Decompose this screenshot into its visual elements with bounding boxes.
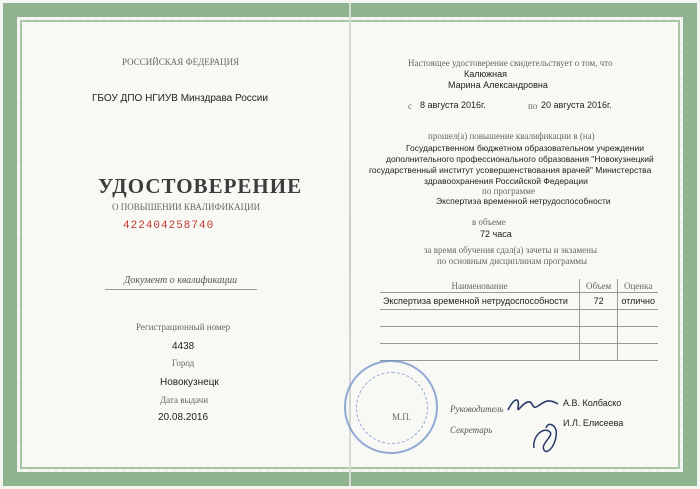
- secretary-name: И.Л. Елисеева: [563, 418, 624, 428]
- to-date: 20 августа 2016г.: [541, 100, 612, 110]
- secretary-signature: [526, 418, 566, 458]
- stamp-label: М.П.: [392, 412, 412, 422]
- from-label: с: [408, 101, 412, 111]
- country-label: РОССИЙСКАЯ ФЕДЕРАЦИЯ: [122, 57, 240, 67]
- subject-hours: 72: [579, 293, 617, 310]
- city-label: Город: [172, 358, 195, 368]
- exam-line-1: за время обучения сдал(а) зачеты и экзамены: [424, 245, 598, 255]
- head-label: Руководитель: [450, 404, 504, 414]
- holder-surname: Калюжная: [464, 69, 508, 79]
- document-title: УДОСТОВЕРЕНИЕ: [98, 174, 303, 198]
- institution-line-2: дополнительного профессионального образования "Новокузнецкий: [386, 154, 654, 164]
- holder-name: Марина Александровна: [448, 80, 548, 90]
- underline: [105, 289, 257, 290]
- registration-number: 4438: [172, 341, 195, 352]
- head-name: А.В. Колбаско: [563, 398, 622, 408]
- program-name: Экспертиза временной нетрудоспособности: [436, 196, 611, 206]
- subject-grade: отлично: [618, 293, 658, 310]
- volume-label: в объеме: [472, 217, 506, 227]
- registration-label: Регистрационный номер: [136, 322, 231, 332]
- issue-date: 20.08.2016: [158, 412, 209, 423]
- institution-line-3: государственный институт усовершенствования врачей" Министерства: [369, 165, 652, 175]
- head-signature: [504, 392, 564, 418]
- document-type: Документ о квалификации: [124, 275, 238, 286]
- header-name: Наименование: [380, 279, 579, 293]
- header-volume: Объем: [579, 279, 617, 293]
- document-subtitle: О ПОВЫШЕНИИ КВАЛИФИКАЦИИ: [112, 202, 261, 212]
- table-row: [380, 310, 658, 327]
- subjects-table: [380, 279, 658, 361]
- from-date: 8 августа 2016г.: [420, 100, 486, 110]
- hours-value: 72 часа: [480, 229, 512, 239]
- intro-text: Настоящее удостоверение свидетельствует о том, что: [408, 58, 613, 68]
- program-label: по программе: [482, 186, 535, 196]
- table-row: [380, 344, 658, 361]
- seal-stamp: [344, 360, 438, 454]
- institution-line-4: здравоохранения Российской Федерации: [424, 176, 588, 186]
- serial-number: 422404258740: [123, 220, 215, 232]
- organization-name: ГБОУ ДПО НГИУВ Минздрава России: [92, 93, 268, 104]
- issue-date-label: Дата выдачи: [160, 395, 209, 405]
- to-label: по: [528, 101, 538, 111]
- passed-label: прошел(а) повышение квалификации в (на): [428, 131, 595, 141]
- city-value: Новокузнецк: [160, 377, 219, 388]
- subject-name: Экспертиза временной нетрудоспособности: [380, 293, 579, 310]
- table-row: [380, 327, 658, 344]
- exam-line-2: по основным дисциплинам программы: [437, 256, 588, 266]
- header-grade: Оценка: [618, 279, 658, 293]
- institution-line-1: Государственном бюджетном образовательном учреждении: [406, 143, 644, 153]
- secretary-label: Секретарь: [450, 425, 493, 435]
- table-row: [380, 293, 658, 310]
